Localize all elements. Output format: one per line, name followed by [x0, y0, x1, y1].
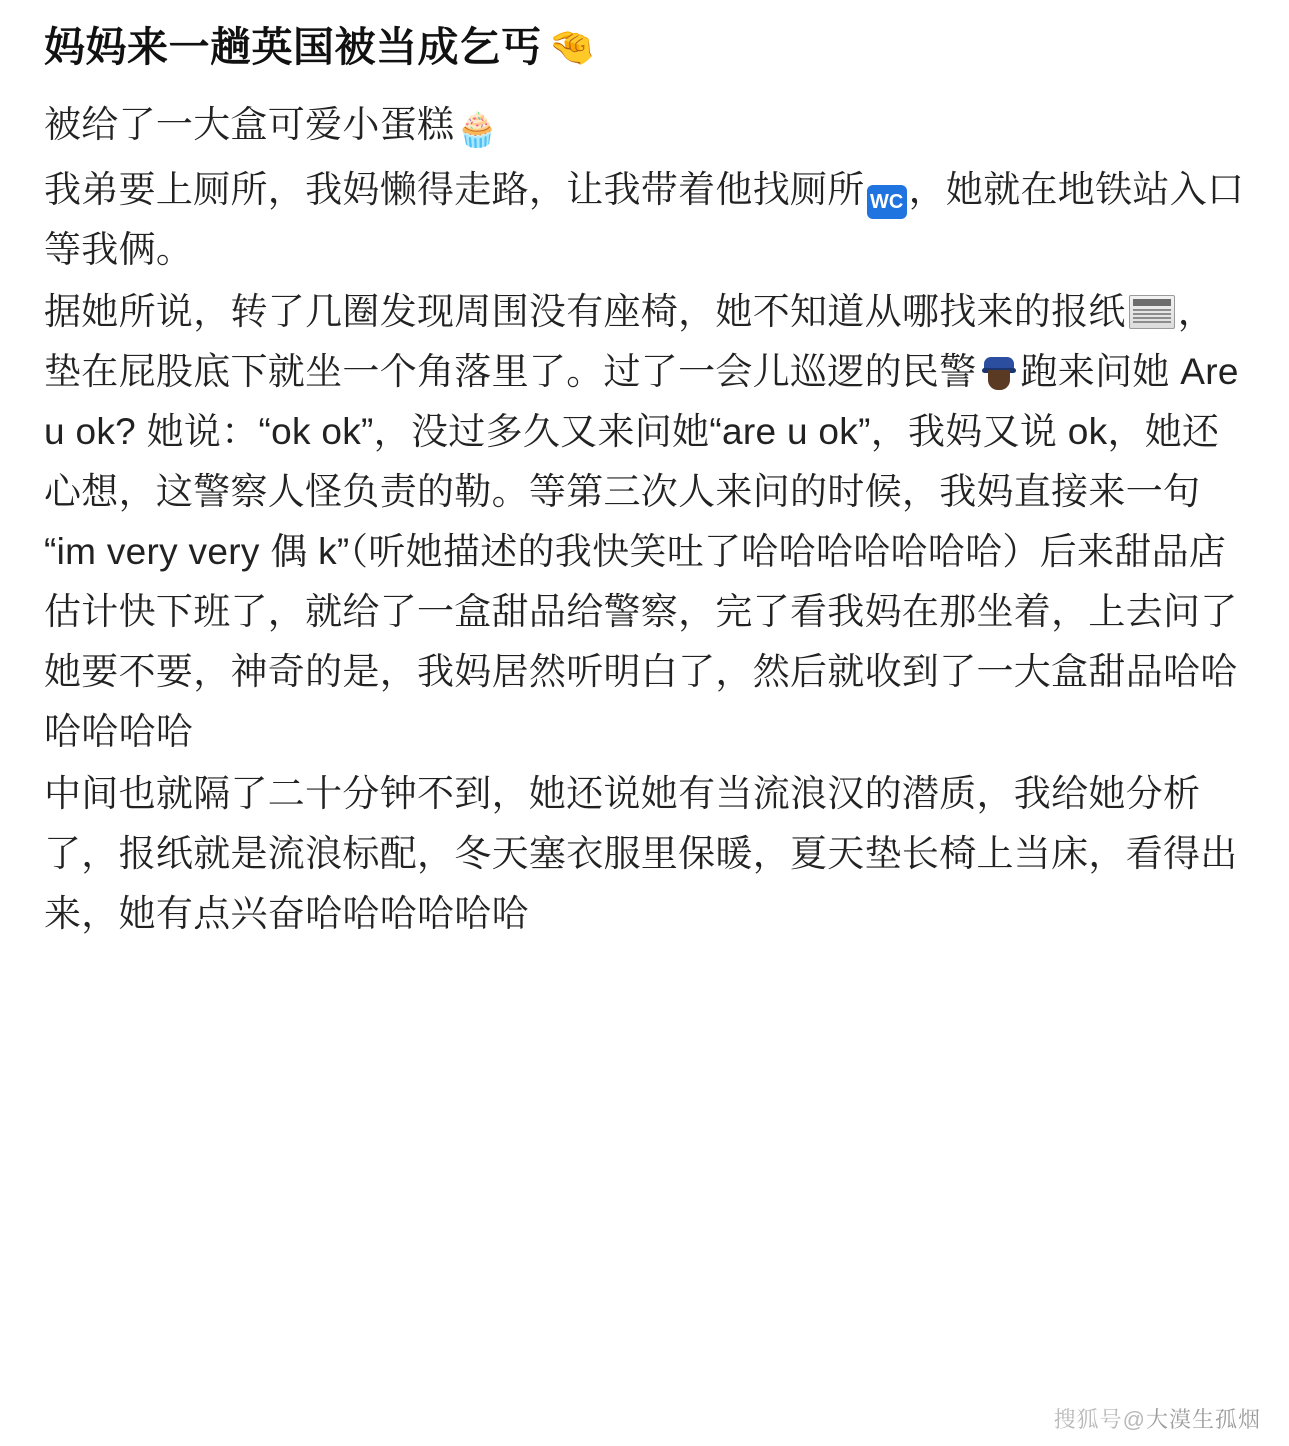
pinching-hand-icon: 🤏: [548, 26, 596, 69]
post-title-text: 妈妈来一趟英国被当成乞丐: [44, 24, 542, 70]
watermark: [1054, 1403, 1261, 1434]
paragraph-2-text-b: ，她就在地铁站入口等我俩。: [44, 169, 1245, 271]
paragraph-1-text: 被给了一大盒可爱小蛋糕: [44, 104, 455, 146]
watermark-separator: @: [1122, 1407, 1146, 1432]
paragraph-1: [44, 95, 1245, 158]
paragraph-4: [44, 764, 1245, 944]
paragraph-3-text-a: 据她所说，转了几圈发现周围没有座椅，她不知道从哪找来的报纸: [44, 291, 1126, 333]
wc-icon: WC: [867, 185, 907, 219]
page-title: [44, 22, 1245, 73]
paragraph-2: [44, 160, 1245, 280]
post-body: [44, 95, 1245, 943]
paragraph-3-text-c: 跑来问她 Are u ok? 她说：“ok ok”，没过多久又来问她“are u ok”，我妈又说 ok，她还心想，这警察人怪负责的勒。等第三次人来问的时候，我妈直接来一句“im very very 偶 k”（听她描述的我快笑吐了哈哈哈哈哈哈哈）后来甜品店估计快下班了，就给了一盒甜品给警察，完了看我妈在那坐着，上去问了她要不要，神奇的是，我妈居然听明白了，然后就收到了一大盒甜品哈哈哈哈哈哈: [44, 351, 1239, 752]
paragraph-3: [44, 282, 1245, 762]
watermark-platform: 搜狐号: [1053, 1407, 1123, 1432]
paragraph-3-text-b: ，垫在屁股底下就坐一个角落里了。过了一会儿巡逻的民警: [44, 291, 1216, 393]
watermark-author: 大漠生孤烟: [1145, 1407, 1261, 1432]
cupcake-icon: 🧁: [456, 111, 499, 150]
paragraph-2-text-a: 我弟要上厕所，我妈懒得走路，让我带着他找厕所: [44, 169, 865, 211]
paragraph-4-text: 中间也就隔了二十分钟不到，她还说她有当流浪汉的潜质，我给她分析了，报纸就是流浪标配，冬天塞衣服里保暖，夏天垫长椅上当床，看得出来，她有点兴奋哈哈哈哈哈哈: [44, 772, 1238, 934]
newspaper-icon: [1129, 295, 1175, 329]
police-officer-icon: [981, 355, 1017, 391]
